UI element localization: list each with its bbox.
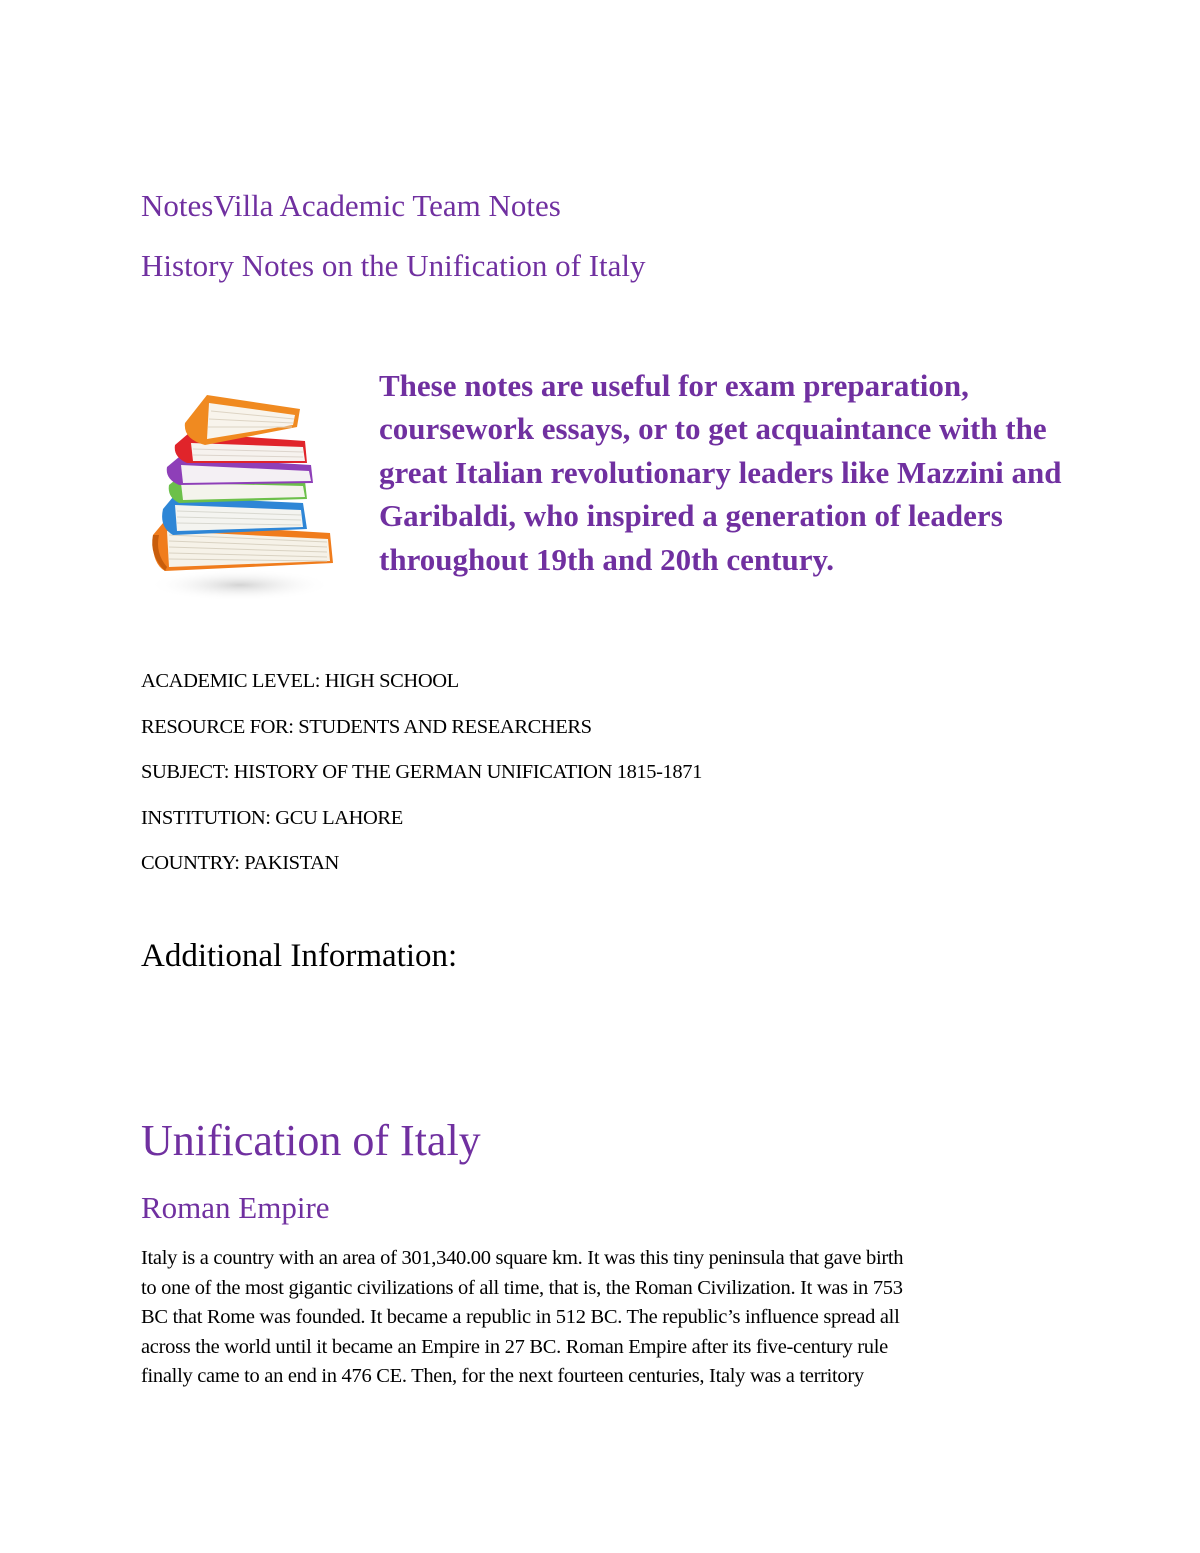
meta-resource-for: RESOURCE FOR: STUDENTS AND RESEARCHERS [141,715,592,738]
paragraph-line: to one of the most gigantic civilizations of all time, that is, the Roman Civilization. It was in 753 [141,1276,903,1299]
team-title: NotesVilla Academic Team Notes [141,188,561,223]
meta-institution: INSTITUTION: GCU LAHORE [141,806,403,829]
paragraph-line: Italy is a country with an area of 301,340.00 square km. It was this tiny peninsula that gave birth [141,1247,904,1269]
document-subtitle: History Notes on the Unification of Italy [141,248,646,283]
meta-academic-level: ACADEMIC LEVEL: HIGH SCHOOL [141,670,459,692]
paragraph-line: across the world until it became an Empire in 27 BC. Roman Empire after its five-century rule [141,1335,888,1358]
intro-text: These notes are useful for exam preparation, coursework essays, or to get acquaintance with the great Italian revolutionary leaders like Mazzini and Garibaldi, who inspired a generation of leaders throughout 19th and 20th century. [379,368,1062,577]
meta-subject: SUBJECT: HISTORY OF THE GERMAN UNIFICATION 1815-1871 [141,761,702,784]
document-metadata [141,666,702,894]
body-paragraph [141,1244,1061,1392]
section-heading: Unification of Italy [141,1116,481,1165]
paragraph-line: finally came to an end in 476 CE. Then, for the next fourteen centuries, Italy was a territory [141,1365,864,1388]
meta-country: COUNTRY: PAKISTAN [141,852,339,875]
stack-of-books-icon [145,385,345,610]
section-subheading: Roman Empire [141,1190,330,1225]
paragraph-line: BC that Rome was founded. It became a republic in 512 BC. The republic’s influence spread all [141,1306,900,1329]
additional-info-heading: Additional Information: [141,938,458,974]
